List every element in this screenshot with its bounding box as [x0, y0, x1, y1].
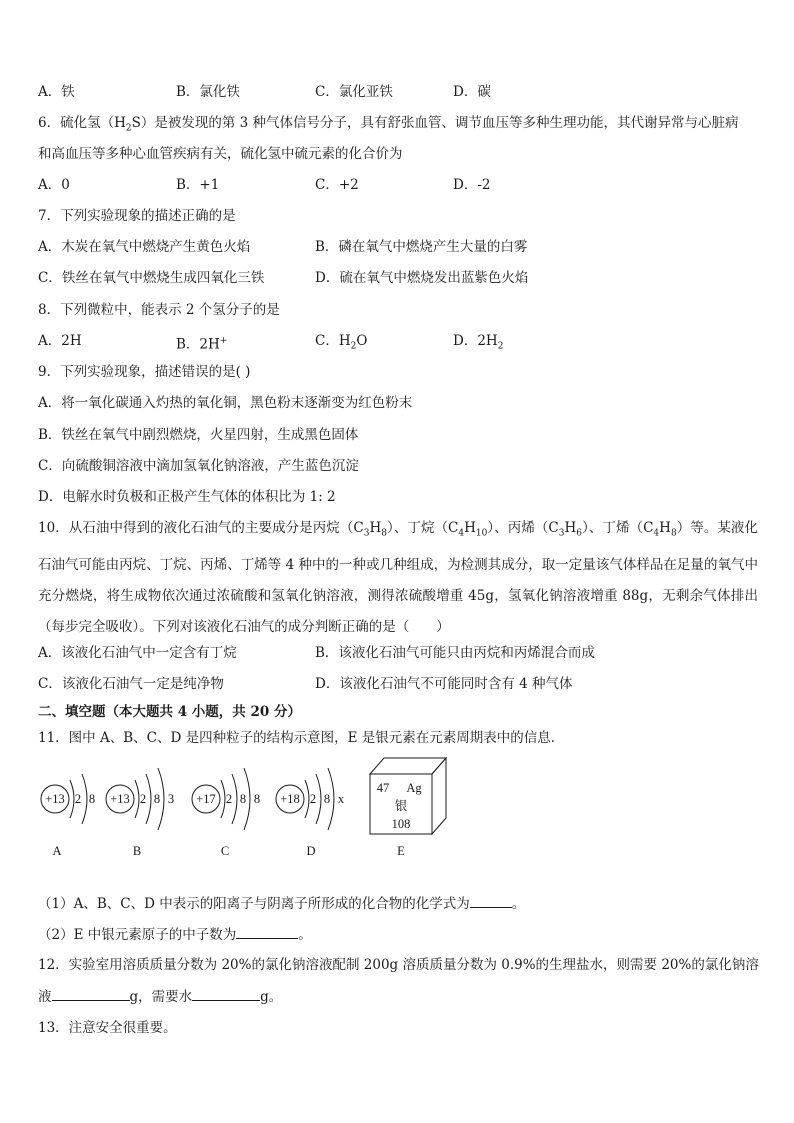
element-mass: 108	[391, 817, 411, 831]
q9-option-b: B．铁丝在氧气中剧烈燃烧，火星四射，生成黑色固体	[38, 427, 359, 443]
q6-stem-line2: 和高血压等多种心血管疾病有关，硫化氢中硫元素的化合价为	[38, 146, 403, 162]
q9-stem: 9．下列实验现象，描述错误的是( )	[38, 364, 251, 380]
q11-sub1-answer-blank[interactable]	[470, 893, 512, 908]
atom-c-shell-1: 2	[225, 792, 233, 806]
q5-option-d: D．碳	[453, 84, 491, 100]
atom-b-label: B	[132, 844, 142, 858]
q10-stem: 10．从石油中得到的液化石油气的主要成分是丙烷$(C_3H_8)$、丁烷$(C_4H_{10})$、丙烯$(C_3H_6)$、丁烯$(C_4H_8)$等。某液化石油气可能由丙烷、丁烷、丙烯、丁烯等 4 种中的一种或几种组成，为检测其成分，取一定量该气体样品在足量的氧气中充分燃烧，将生成物依次通过浓硫酸和氢氧化钠溶液，测得浓硫酸增重 45g，氢氧化钠溶液增重 88g，无剩余气体排出（每步完全吸收）。下列对该液化石油气的成分判断正确的是（ ）	[38, 520, 758, 635]
atom-d-diagram	[276, 768, 345, 830]
atom-c-nucleus: +17	[196, 792, 216, 806]
q9-option-d: D．电解水时负极和正极产生气体的体积比为 1: 2	[38, 489, 336, 505]
q5-option-a: A．铁	[38, 84, 75, 100]
atom-d-shell-3: x	[337, 792, 345, 806]
q7-stem: 7．下列实验现象的描述正确的是	[38, 208, 236, 224]
q7-option-d: D．硫在氧气中燃烧发出蓝紫色火焰	[315, 270, 529, 286]
atom-a-shell-1: 2	[74, 792, 82, 806]
atom-c-diagram	[192, 768, 260, 830]
q9-option-a: A．将一氧化碳通入灼热的氧化铜，黑色粉末逐渐变为红色粉末	[38, 395, 413, 411]
atom-c-label: C	[220, 844, 230, 858]
q6-option-c: C．+2	[315, 177, 359, 193]
element-cube-e	[370, 758, 446, 834]
atom-d-nucleus: +18	[280, 792, 300, 806]
q5-option-c: C．氯化亚铁	[315, 84, 393, 100]
q11-sub1: （1）A、B、C、D 中表示的阳离子与阴离子所形成的化合物的化学式为 。	[38, 893, 525, 914]
q12-stem-line1: 12．实验室用溶质质量分数为 20%的氯化钠溶液配制 200g 溶质质量分数为 0.9%的生理盐水，则需要 20%的氯化钠溶	[38, 957, 759, 973]
section2-title: 二、填空题（本大题共 4 小题，共 20 分）	[38, 704, 301, 720]
atom-a-diagram	[41, 774, 95, 824]
atom-b-diagram	[106, 768, 174, 830]
atom-d-label: D	[306, 844, 316, 858]
atom-c-shell-3: 8	[253, 792, 261, 806]
atom-a-nucleus: +13	[45, 792, 65, 806]
atom-a-label: A	[52, 844, 62, 858]
q6-stem-line1: 6．硫化氢$(H_2S)$是被发现的第 3 种气体信号分子，具有舒张血管、调节血压等多种生理功能，其代谢异常与心脏病	[38, 115, 739, 134]
element-atomic-number: 47	[376, 781, 390, 795]
q10-option-c: C．该液化石油气一定是纯净物	[38, 676, 224, 692]
q12-stem-line2: 液 g，需要水 g。	[38, 986, 282, 1007]
q11-diagram-svg	[38, 752, 458, 864]
q6-option-d: D．-2	[453, 177, 491, 193]
atom-b-nucleus: +13	[110, 792, 130, 806]
q13-stem: 13．注意安全很重要。	[38, 1020, 177, 1036]
atom-b-shell-3: 3	[167, 792, 175, 806]
atom-a-shell-2: 8	[88, 792, 96, 806]
q8-option-c: C．$H_2O$	[315, 333, 368, 352]
q7-option-b: B．磷在氧气中燃烧产生大量的白雾	[315, 239, 528, 255]
atom-b-shell-2: 8	[153, 792, 161, 806]
atom-d-shell-2: 8	[323, 792, 331, 806]
q8-stem: 8．下列微粒中，能表示 2 个氢分子的是	[38, 302, 280, 318]
q11-sub2-answer-blank[interactable]	[236, 924, 298, 939]
q11-stem: 11．图中 A、B、C、D 是四种粒子的结构示意图，E 是银元素在元素周期表中的信息．	[38, 730, 565, 746]
atom-b-shell-1: 2	[139, 792, 147, 806]
q9-option-c: C．向硫酸铜溶液中滴加氢氧化钠溶液，产生蓝色沉淀	[38, 458, 359, 474]
q7-option-c: C．铁丝在氧气中燃烧生成四氧化三铁	[38, 270, 265, 286]
q5-option-b: B．氯化铁	[176, 84, 240, 100]
element-name: 银	[394, 799, 408, 813]
q12-answer-blank-1[interactable]	[52, 986, 130, 1001]
q8-option-b: B．2H+	[176, 336, 228, 353]
q7-option-a: A．木炭在氧气中燃烧产生黄色火焰	[38, 239, 251, 255]
q6-option-b: B．+1	[176, 177, 220, 193]
q11-sub2: （2）E 中银元素原子的中子数为 。	[38, 924, 312, 945]
element-symbol: Ag	[406, 781, 422, 795]
q10-option-d: D．该液化石油气不可能同时含有 4 种气体	[315, 676, 573, 692]
q10-option-b: B．该液化石油气可能只由丙烷和丙烯混合而成	[315, 645, 595, 661]
q12-answer-blank-2[interactable]	[192, 986, 260, 1001]
q8-option-a: A．2H	[38, 333, 82, 349]
q6-option-a: A．0	[38, 177, 70, 193]
element-e-label: E	[397, 844, 405, 858]
atom-d-shell-1: 2	[309, 792, 317, 806]
q11-diagram	[38, 752, 458, 864]
q8-option-d: D．$2H_2$	[453, 333, 504, 352]
atom-c-shell-2: 8	[239, 792, 247, 806]
q10-option-a: A．该液化石油气中一定含有丁烷	[38, 645, 237, 661]
